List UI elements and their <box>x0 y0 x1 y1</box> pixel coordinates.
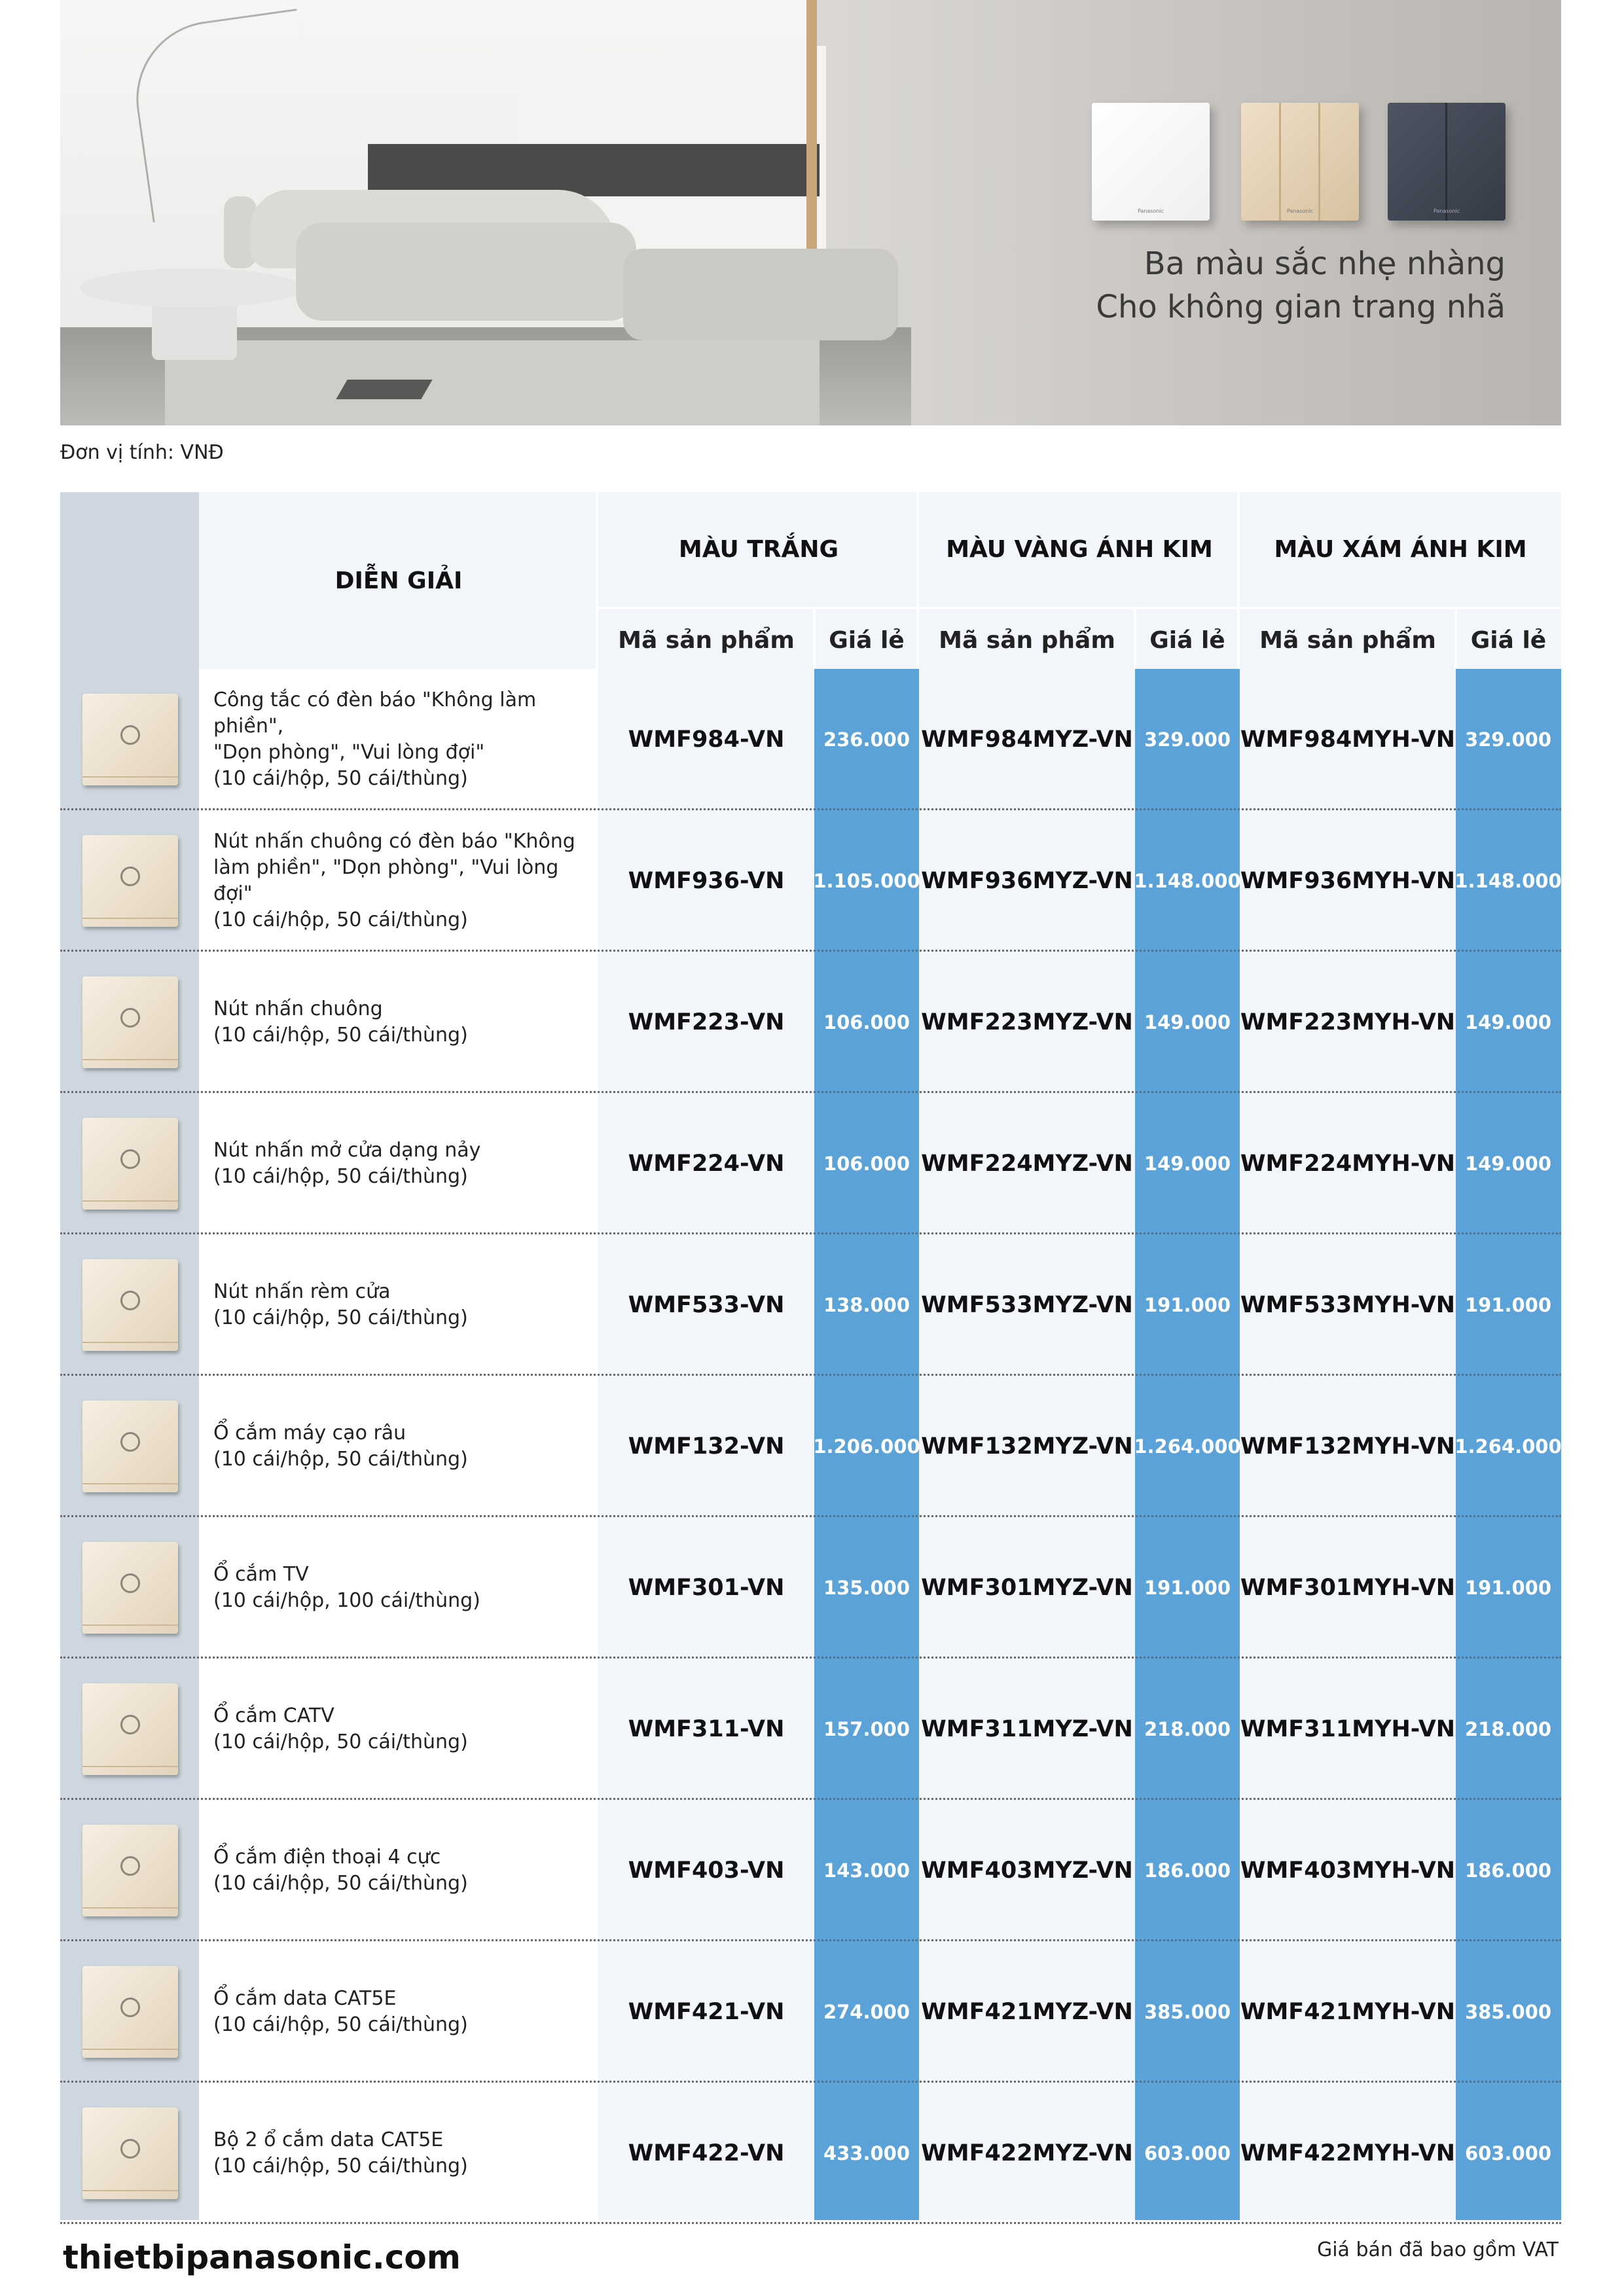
product-image <box>82 835 178 927</box>
description-line: (10 cái/hộp, 50 cái/thùng) <box>213 1872 468 1895</box>
gold-product-code: WMF301MYZ-VN <box>921 1575 1133 1601</box>
tagline-line2: Cho không gian trang nhã <box>1096 289 1506 325</box>
gray-product-code: WMF132MYH-VN <box>1240 1433 1456 1460</box>
gray-price: 218.000 <box>1464 1718 1552 1740</box>
swatch-white <box>1092 103 1210 221</box>
gray-price: 191.000 <box>1464 1294 1552 1316</box>
description-line: (10 cái/hộp, 50 cái/thùng) <box>213 1306 468 1329</box>
desc-header: DIỄN GIẢI <box>334 567 463 594</box>
table-row <box>60 1941 1561 2083</box>
white-price: 143.000 <box>823 1859 911 1882</box>
table-row <box>60 1376 1561 1517</box>
product-description <box>213 952 600 1093</box>
price-table <box>60 492 1561 2220</box>
description-line: "Dọn phòng", "Vui lòng đợi" <box>213 741 485 764</box>
gray-product-code: WMF984MYH-VN <box>1240 726 1456 753</box>
gold-product-code: WMF223MYZ-VN <box>921 1009 1133 1035</box>
description-line: Ổ cắm TV <box>213 1563 309 1586</box>
description-line: (10 cái/hộp, 50 cái/thùng) <box>213 1024 468 1047</box>
gray-product-code: WMF224MYH-VN <box>1240 1151 1456 1177</box>
website[interactable]: thietbipanasonic.com <box>63 2238 461 2276</box>
description-line: Nút nhấn mở cửa dạng nảy <box>213 1139 481 1162</box>
gold-product-code: WMF132MYZ-VN <box>921 1433 1133 1460</box>
gold-price: 149.000 <box>1144 1153 1231 1175</box>
table-row <box>60 1800 1561 1941</box>
gold-product-code: WMF421MYZ-VN <box>921 1999 1133 2025</box>
sub-price-white: Giá lẻ <box>814 607 919 672</box>
product-image <box>82 1825 178 1916</box>
sofa-seat <box>296 223 636 321</box>
description-line: (10 cái/hộp, 50 cái/thùng) <box>213 767 468 790</box>
gold-price: 603.000 <box>1144 2142 1231 2164</box>
group-label: MÀU TRẮNG <box>678 536 839 563</box>
gold-product-code: WMF311MYZ-VN <box>921 1716 1133 1742</box>
description-line: Công tắc có đèn báo "Không làm phiền", <box>213 689 537 738</box>
description-line: (10 cái/hộp, 50 cái/thùng) <box>213 1165 468 1188</box>
sub-price-gold: Giá lẻ <box>1135 607 1240 672</box>
header-divider <box>1454 607 1457 669</box>
white-price: 138.000 <box>823 1294 911 1316</box>
header-divider <box>813 607 816 669</box>
gray-price: 603.000 <box>1464 2142 1552 2164</box>
table-row <box>60 810 1561 952</box>
swatch-gray <box>1388 103 1506 221</box>
gold-product-code: WMF224MYZ-VN <box>921 1151 1133 1177</box>
gray-price: 1.148.000 <box>1454 870 1562 892</box>
white-product-code: WMF421-VN <box>628 1999 785 2025</box>
sub-price-gray: Giá lẻ <box>1456 607 1561 672</box>
white-product-code: WMF533-VN <box>628 1292 785 1318</box>
product-description <box>213 1376 600 1517</box>
product-image <box>82 2108 178 2199</box>
group-label: MÀU XÁM ÁNH KIM <box>1274 536 1527 563</box>
table-row <box>60 1234 1561 1376</box>
gold-price: 385.000 <box>1144 2001 1231 2023</box>
banner-tagline <box>1047 242 1506 329</box>
gray-product-code: WMF223MYH-VN <box>1240 1009 1456 1035</box>
gold-price: 329.000 <box>1144 728 1231 751</box>
wall-strip <box>368 144 820 196</box>
white-price: 106.000 <box>823 1011 911 1033</box>
product-description <box>213 1093 600 1234</box>
sub-code-gray: Mã sản phẩm <box>1240 607 1456 672</box>
product-description <box>213 2083 600 2224</box>
product-description <box>213 1800 600 1941</box>
description-line: Nút nhấn chuông <box>213 997 383 1020</box>
gold-price: 1.148.000 <box>1134 870 1241 892</box>
product-image <box>82 1683 178 1775</box>
table-row <box>60 2083 1561 2224</box>
table-row <box>60 1517 1561 1659</box>
description-line: (10 cái/hộp, 50 cái/thùng) <box>213 908 468 931</box>
white-product-code: WMF936-VN <box>628 868 785 894</box>
white-price: 274.000 <box>823 2001 911 2023</box>
gray-price: 1.264.000 <box>1454 1435 1562 1458</box>
swatch-brand: Panasonic <box>1433 208 1460 214</box>
gray-product-code: WMF422MYH-VN <box>1240 2140 1456 2166</box>
description-line: Nút nhấn chuông có đèn báo "Không <box>213 830 575 853</box>
product-description <box>213 1941 600 2083</box>
description-line: Ổ cắm CATV <box>213 1704 334 1727</box>
description-line: làm phiền", "Dọn phòng", "Vui lòng đợi" <box>213 856 559 905</box>
white-price: 236.000 <box>823 728 911 751</box>
description-line: Bộ 2 ổ cắm data CAT5E <box>213 2128 444 2151</box>
description-line: Ổ cắm điện thoại 4 cực <box>213 1846 441 1869</box>
gray-product-code: WMF301MYH-VN <box>1240 1575 1456 1601</box>
swatch-gold <box>1241 103 1359 221</box>
gray-product-code: WMF936MYH-VN <box>1240 868 1456 894</box>
table-row <box>60 1659 1561 1800</box>
swatch-brand: Panasonic <box>1286 208 1314 214</box>
book <box>336 380 432 399</box>
gray-product-code: WMF311MYH-VN <box>1240 1716 1456 1742</box>
vat-note: Giá bán đã bao gồm VAT <box>1316 2238 1559 2261</box>
white-product-code: WMF132-VN <box>628 1433 785 1460</box>
header-divider <box>1134 607 1136 669</box>
side-table-top <box>80 268 302 308</box>
white-price: 106.000 <box>823 1153 911 1175</box>
gold-price: 149.000 <box>1144 1011 1231 1033</box>
tagline-line1: Ba màu sắc nhẹ nhàng <box>1144 245 1506 282</box>
gold-price: 218.000 <box>1144 1718 1231 1740</box>
swatch-brand: Panasonic <box>1137 208 1164 214</box>
header-divider <box>916 492 919 669</box>
description-line: Nút nhấn rèm cửa <box>213 1280 391 1303</box>
description-line: Ổ cắm data CAT5E <box>213 1987 397 2010</box>
product-image <box>82 1966 178 2058</box>
product-description <box>213 1234 600 1376</box>
description-line: (10 cái/hộp, 50 cái/thùng) <box>213 1731 468 1753</box>
gray-product-code: WMF421MYH-VN <box>1240 1999 1456 2025</box>
product-image <box>82 694 178 785</box>
gray-price: 149.000 <box>1464 1011 1552 1033</box>
product-image <box>82 1118 178 1210</box>
description-line: (10 cái/hộp, 50 cái/thùng) <box>213 1448 468 1471</box>
ottoman <box>623 249 898 340</box>
white-price: 1.105.000 <box>813 870 920 892</box>
description-line: (10 cái/hộp, 50 cái/thùng) <box>213 2013 468 2036</box>
gold-product-code: WMF936MYZ-VN <box>921 868 1133 894</box>
white-price: 1.206.000 <box>813 1435 920 1458</box>
white-price: 135.000 <box>823 1577 911 1599</box>
gray-product-code: WMF403MYH-VN <box>1240 1857 1456 1884</box>
gray-price: 385.000 <box>1464 2001 1552 2023</box>
white-product-code: WMF403-VN <box>628 1857 785 1884</box>
description-line: Ổ cắm máy cạo râu <box>213 1422 406 1444</box>
white-price: 157.000 <box>823 1718 911 1740</box>
product-description <box>213 669 600 810</box>
sub-code-white: Mã sản phẩm <box>598 607 814 672</box>
gold-product-code: WMF533MYZ-VN <box>921 1292 1133 1318</box>
product-description <box>213 810 600 952</box>
white-product-code: WMF984-VN <box>628 726 785 753</box>
group-label: MÀU VÀNG ÁNH KIM <box>946 536 1213 563</box>
gray-product-code: WMF533MYH-VN <box>1240 1292 1456 1318</box>
product-image <box>82 1259 178 1351</box>
product-image <box>82 1401 178 1492</box>
product-image <box>82 977 178 1068</box>
gold-price: 191.000 <box>1144 1577 1231 1599</box>
white-product-code: WMF311-VN <box>628 1716 785 1742</box>
table-row <box>60 952 1561 1093</box>
gold-price: 191.000 <box>1144 1294 1231 1316</box>
white-product-code: WMF422-VN <box>628 2140 785 2166</box>
white-product-code: WMF224-VN <box>628 1151 785 1177</box>
gold-price: 1.264.000 <box>1134 1435 1241 1458</box>
row-divider <box>60 2222 1561 2224</box>
table-row <box>60 669 1561 810</box>
white-price: 433.000 <box>823 2142 911 2164</box>
gray-price: 149.000 <box>1464 1153 1552 1175</box>
product-image <box>82 1542 178 1634</box>
gold-product-code: WMF403MYZ-VN <box>921 1857 1133 1884</box>
white-product-code: WMF223-VN <box>628 1009 785 1035</box>
gold-price: 186.000 <box>1144 1859 1231 1882</box>
sub-code-gold: Mã sản phẩm <box>919 607 1135 672</box>
product-description <box>213 1659 600 1800</box>
header-divider <box>1237 492 1240 669</box>
gold-product-code: WMF422MYZ-VN <box>921 2140 1133 2166</box>
product-description <box>213 1517 600 1659</box>
gray-price: 329.000 <box>1464 728 1552 751</box>
gold-product-code: WMF984MYZ-VN <box>921 726 1133 753</box>
header-divider <box>596 492 598 669</box>
white-product-code: WMF301-VN <box>628 1575 785 1601</box>
table-row <box>60 1093 1561 1234</box>
gray-price: 186.000 <box>1464 1859 1552 1882</box>
rug <box>165 340 820 425</box>
description-line: (10 cái/hộp, 50 cái/thùng) <box>213 2155 468 2178</box>
description-line: (10 cái/hộp, 100 cái/thùng) <box>213 1589 480 1612</box>
gray-price: 191.000 <box>1464 1577 1552 1599</box>
unit-label: Đơn vị tính: VNĐ <box>60 441 224 464</box>
